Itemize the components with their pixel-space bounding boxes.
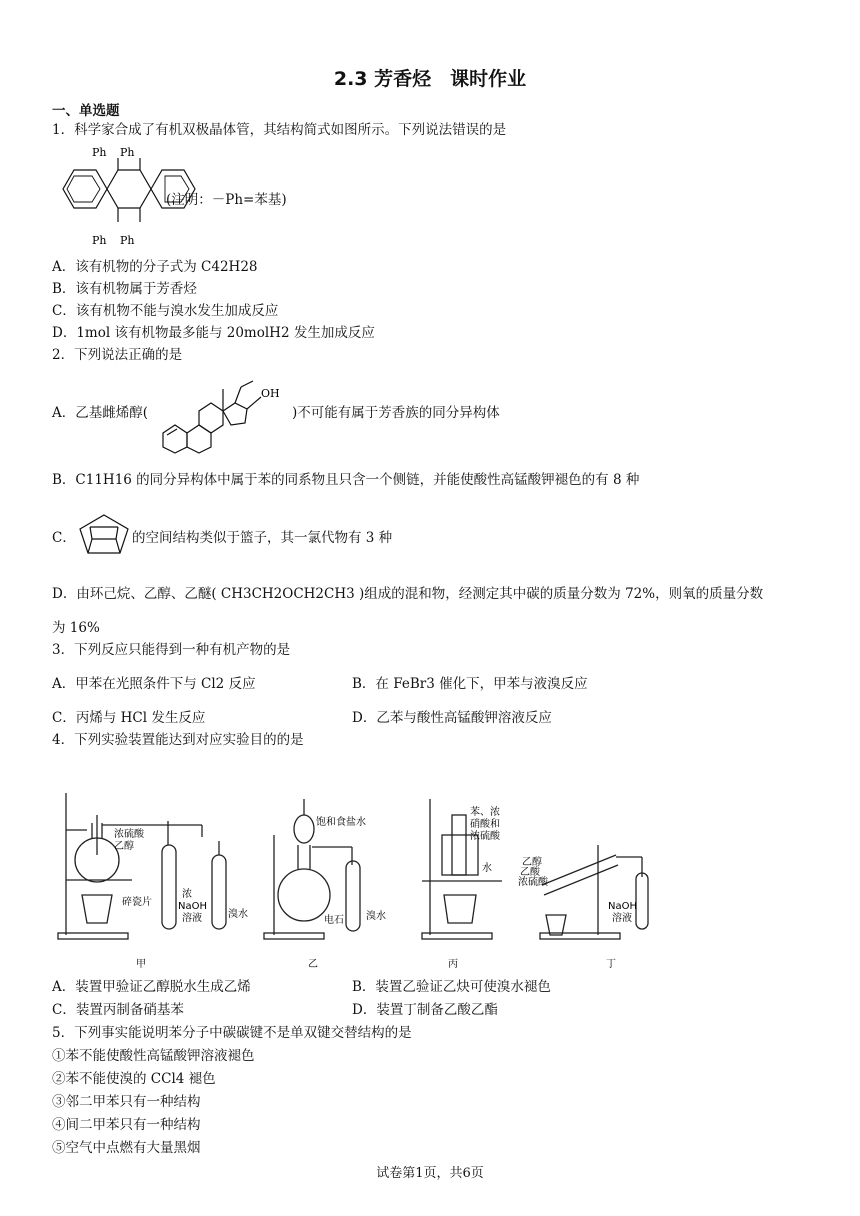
label-jia-eth: 乙醇 bbox=[114, 841, 134, 852]
q4-option-b: B．装置乙验证乙炔可使溴水褪色 bbox=[352, 979, 551, 995]
q2-stem: 2．下列说法正确的是 bbox=[52, 347, 183, 363]
q2-option-b: B．C11H16 的同分异构体中属于苯的同系物且只含一个侧链，并能使酸性高锰酸钾褪色的有 8 种 bbox=[52, 472, 640, 488]
label-jia-naoh2: NaOH bbox=[178, 901, 207, 912]
caption-bing: 丙 bbox=[448, 959, 458, 970]
caption-ding: 丁 bbox=[606, 959, 616, 970]
label-bing-2: 硝酸和 bbox=[470, 819, 500, 830]
q3-option-b: B．在 FeBr3 催化下，甲苯与液溴反应 bbox=[352, 676, 588, 692]
caption-yi: 乙 bbox=[308, 959, 318, 970]
caption-jia: 甲 bbox=[136, 959, 146, 970]
label-bing-3: 浓硫酸 bbox=[470, 831, 500, 842]
page-footer: 试卷第1页，共6页 bbox=[376, 1166, 484, 1181]
label-jia-acid: 浓硫酸 bbox=[114, 829, 144, 840]
q5-item-2: ②苯不能使溴的 CCl4 褪色 bbox=[52, 1071, 216, 1087]
q2-option-a-post: )不可能有属于芳香族的同分异构体 bbox=[292, 405, 500, 421]
oh-label: OH bbox=[261, 387, 280, 400]
q5-item-4: ④间二甲苯只有一种结构 bbox=[52, 1117, 201, 1133]
q1-stem: 1．科学家合成了有机双极晶体管，其结构简式如图所示。下列说法错误的是 bbox=[52, 122, 507, 138]
q5-stem: 5．下列事实能说明苯分子中碳碳键不是单双键交替结构的是 bbox=[52, 1025, 412, 1041]
q1-option-a: A．该有机物的分子式为 C42H28 bbox=[52, 259, 258, 275]
ph-label-br: Ph bbox=[120, 234, 135, 247]
q3-option-d: D．乙苯与酸性高锰酸钾溶液反应 bbox=[352, 710, 552, 726]
ph-label-tr: Ph bbox=[120, 146, 135, 159]
page-title: 2.3 芳香烃 课时作业 bbox=[333, 68, 527, 90]
basket-structure-image bbox=[74, 513, 134, 559]
q1-note: (注明：－Ph=苯基) bbox=[166, 192, 287, 208]
label-ding-1: 乙醇 bbox=[522, 857, 542, 868]
section-heading: 一、单选题 bbox=[52, 103, 120, 119]
q2-option-d-line1: D．由环己烷、乙醇、乙醚( CH3CH2OCH2CH3 )组成的混和物，经测定其中碳的质量分数为 72%，则氧的质量分数 bbox=[52, 586, 764, 602]
label-ding-3: 浓硫酸 bbox=[518, 877, 548, 888]
ph-label-bl: Ph bbox=[92, 234, 107, 247]
label-yi-br: 溴水 bbox=[366, 911, 386, 922]
q1-rings bbox=[63, 158, 195, 222]
q2-option-c-post: 的空间结构类似于篮子，其一氯代物有 3 种 bbox=[132, 530, 393, 546]
q4-option-d: D．装置丁制备乙酸乙酯 bbox=[352, 1002, 498, 1018]
q1-option-d: D．1mol 该有机物最多能与 20molH2 发生加成反应 bbox=[52, 325, 375, 341]
label-jia-naoh3: 溶液 bbox=[182, 913, 202, 924]
label-ding-n1: NaOH bbox=[608, 901, 637, 912]
label-yi-stone: 电石 bbox=[324, 915, 344, 926]
label-yi-water: 饱和食盐水 bbox=[316, 817, 366, 828]
steroid-structure-image bbox=[155, 375, 295, 455]
label-ding-2: 乙酸 bbox=[520, 867, 540, 878]
ph-label-tl: Ph bbox=[92, 146, 107, 159]
q3-option-c: C．丙烯与 HCl 发生反应 bbox=[52, 710, 206, 726]
label-jia-naoh1: 浓 bbox=[182, 889, 192, 900]
label-bing-w: 水 bbox=[482, 863, 492, 874]
q4-stem: 4．下列实验装置能达到对应实验目的的是 bbox=[52, 732, 304, 748]
q4-option-c: C．装置丙制备硝基苯 bbox=[52, 1002, 184, 1018]
label-jia-br: 溴水 bbox=[228, 909, 248, 920]
label-ding-n2: 溶液 bbox=[612, 913, 632, 924]
q2-option-d-line2: 为 16% bbox=[52, 620, 100, 636]
label-bing-1: 苯、浓 bbox=[470, 807, 500, 818]
q4-option-a: A．装置甲验证乙醇脱水生成乙烯 bbox=[52, 979, 251, 995]
q1-option-c: C．该有机物不能与溴水发生加成反应 bbox=[52, 303, 279, 319]
apparatus-figure bbox=[52, 785, 692, 975]
label-jia-chip: 碎瓷片 bbox=[122, 897, 152, 908]
q2-option-a-pre: A．乙基雌烯醇( bbox=[52, 405, 149, 421]
q1-option-b: B．该有机物属于芳香烃 bbox=[52, 281, 197, 297]
q5-item-1: ①苯不能使酸性高锰酸钾溶液褪色 bbox=[52, 1048, 255, 1064]
q3-stem: 3．下列反应只能得到一种有机产物的是 bbox=[52, 642, 291, 658]
q2-option-c-pre: C． bbox=[52, 530, 76, 546]
q5-item-3: ③邻二甲苯只有一种结构 bbox=[52, 1094, 201, 1110]
q5-item-5: ⑤空气中点燃有大量黑烟 bbox=[52, 1140, 201, 1156]
q3-option-a: A．甲苯在光照条件下与 Cl2 反应 bbox=[52, 676, 256, 692]
